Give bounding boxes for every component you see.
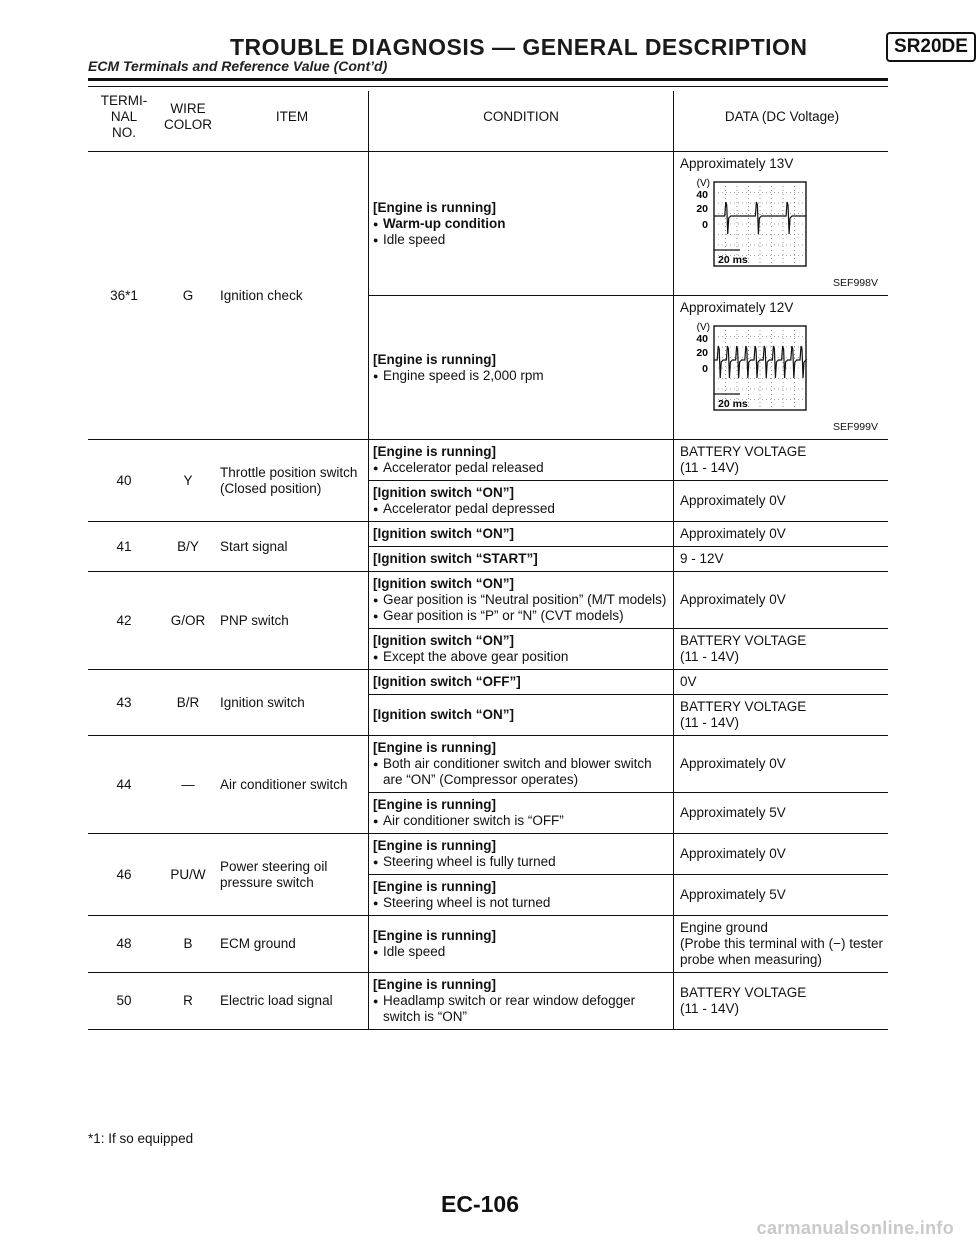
item-name: Ignition switch bbox=[216, 670, 369, 736]
item-name: ECM ground bbox=[216, 916, 369, 973]
wire-color: B/R bbox=[160, 670, 216, 736]
condition-cell bbox=[369, 973, 674, 1030]
condition-bullet: ● Idle speed bbox=[373, 232, 669, 248]
terminal-number: 43 bbox=[88, 670, 160, 736]
data-value: BATTERY VOLTAGE (11 - 14V) bbox=[680, 444, 807, 475]
terminal-number: 42 bbox=[88, 572, 160, 670]
table-row bbox=[88, 736, 888, 793]
condition-bullet: ● Steering wheel is not turned bbox=[373, 895, 669, 911]
condition-bullet: ● Idle speed bbox=[373, 944, 669, 960]
table-row bbox=[88, 670, 888, 695]
data-cell bbox=[674, 834, 888, 875]
condition-title: [Engine is running] bbox=[373, 199, 497, 215]
terminal-number: 50 bbox=[88, 973, 160, 1030]
header-condition: CONDITION bbox=[369, 91, 674, 152]
item-name: PNP switch bbox=[216, 572, 369, 670]
data-value: Approximately 13V bbox=[680, 156, 794, 171]
data-value: 0V bbox=[680, 674, 697, 689]
table-row bbox=[88, 152, 888, 296]
data-cell bbox=[674, 875, 888, 916]
data-cell bbox=[674, 152, 888, 296]
condition-title: [Ignition switch “ON”] bbox=[373, 576, 515, 591]
condition-title: [Engine is running] bbox=[373, 928, 497, 943]
terminal-number: 46 bbox=[88, 834, 160, 916]
condition-title: [Ignition switch “ON”] bbox=[373, 707, 515, 722]
data-value: 9 - 12V bbox=[680, 551, 724, 566]
condition-bullet: ● Accelerator pedal depressed bbox=[373, 501, 669, 517]
condition-title: [Engine is running] bbox=[373, 740, 497, 755]
condition-cell bbox=[369, 670, 674, 695]
condition-title: [Ignition switch “ON”] bbox=[373, 526, 515, 541]
scope-y-unit: (V) bbox=[696, 322, 711, 333]
item-name: Air conditioner switch bbox=[216, 736, 369, 834]
condition-bullet: ● Headlamp switch or rear window defogger switch is “ON” bbox=[373, 993, 669, 1025]
condition-bullet: ● Both air conditioner switch and blower switch are “ON” (Compressor operates) bbox=[373, 756, 669, 788]
condition-bullet: ● Warm-up condition bbox=[373, 216, 669, 232]
condition-bullet: ● Air conditioner switch is “OFF” bbox=[373, 813, 669, 829]
oscilloscope-waveform bbox=[680, 318, 810, 414]
wire-color: R bbox=[160, 973, 216, 1030]
table-row bbox=[88, 522, 888, 547]
page-subtitle: ECM Terminals and Reference Value (Cont’d) bbox=[88, 58, 388, 74]
footnote: *1: If so equipped bbox=[88, 1131, 194, 1146]
scope-y-tick: 0 bbox=[702, 219, 709, 231]
condition-title: [Ignition switch “OFF”] bbox=[373, 674, 521, 689]
condition-cell bbox=[369, 695, 674, 736]
page-title: TROUBLE DIAGNOSIS — GENERAL DESCRIPTION bbox=[230, 34, 808, 60]
scope-time-div: 20 ms bbox=[718, 254, 748, 266]
item-name: Throttle position switch (Closed position) bbox=[216, 440, 369, 522]
data-value: Approximately 0V bbox=[680, 756, 786, 771]
condition-bullet: ● Gear position is “Neutral position” (M/T models) bbox=[373, 592, 669, 608]
header-terminal: TERMI- NAL NO. bbox=[100, 93, 148, 140]
wire-color: — bbox=[160, 736, 216, 834]
condition-cell bbox=[369, 152, 674, 296]
waveform-figure bbox=[680, 174, 884, 274]
condition-cell bbox=[369, 736, 674, 793]
terminal-number: 36*1 bbox=[88, 152, 160, 440]
condition-bullet: ● Accelerator pedal released bbox=[373, 460, 669, 476]
data-value: BATTERY VOLTAGE (11 - 14V) bbox=[680, 633, 807, 664]
data-value: Engine ground (Probe this terminal with (−) tester probe when measuring) bbox=[680, 920, 883, 967]
condition-cell bbox=[369, 629, 674, 670]
header-wire-color: WIRE COLOR bbox=[164, 101, 213, 132]
data-value: BATTERY VOLTAGE (11 - 14V) bbox=[680, 985, 807, 1016]
table-row bbox=[88, 572, 888, 629]
wire-color: PU/W bbox=[160, 834, 216, 916]
data-cell bbox=[674, 793, 888, 834]
data-cell bbox=[674, 629, 888, 670]
header-data: DATA (DC Voltage) bbox=[674, 91, 888, 152]
table-row bbox=[88, 973, 888, 1030]
condition-cell bbox=[369, 572, 674, 629]
terminal-number: 48 bbox=[88, 916, 160, 973]
header-rule bbox=[88, 78, 888, 81]
data-cell bbox=[674, 670, 888, 695]
data-cell bbox=[674, 522, 888, 547]
data-cell bbox=[674, 481, 888, 522]
scope-y-tick: 40 bbox=[696, 189, 709, 201]
data-value: Approximately 0V bbox=[680, 526, 786, 541]
condition-title: [Engine is running] bbox=[373, 797, 497, 812]
figure-code: SEF998V bbox=[833, 277, 878, 289]
condition-title: [Ignition switch “START”] bbox=[373, 551, 538, 566]
condition-cell bbox=[369, 522, 674, 547]
item-name: Start signal bbox=[216, 522, 369, 572]
condition-cell bbox=[369, 916, 674, 973]
condition-title: [Engine is running] bbox=[373, 351, 497, 367]
wire-color: B/Y bbox=[160, 522, 216, 572]
scope-y-tick: 20 bbox=[696, 347, 709, 359]
data-value: Approximately 0V bbox=[680, 493, 786, 508]
data-cell bbox=[674, 916, 888, 973]
condition-title: [Engine is running] bbox=[373, 879, 497, 894]
header-rule-thin bbox=[88, 86, 888, 87]
ecm-terminal-table bbox=[88, 91, 888, 1030]
condition-cell bbox=[369, 296, 674, 440]
table-row bbox=[88, 834, 888, 875]
table-row bbox=[88, 440, 888, 481]
condition-title: [Ignition switch “ON”] bbox=[373, 633, 515, 648]
scope-time-div: 20 ms bbox=[718, 398, 748, 410]
scope-y-tick: 40 bbox=[696, 333, 709, 345]
data-cell bbox=[674, 695, 888, 736]
condition-title: [Ignition switch “ON”] bbox=[373, 485, 515, 500]
watermark: carmanualsonline.info bbox=[756, 1218, 954, 1238]
data-cell bbox=[674, 440, 888, 481]
page-number: EC-106 bbox=[441, 1191, 519, 1217]
data-value: Approximately 0V bbox=[680, 592, 786, 607]
scope-y-unit: (V) bbox=[696, 178, 711, 189]
condition-title: [Engine is running] bbox=[373, 444, 497, 459]
table-header-row bbox=[88, 91, 888, 152]
page-header bbox=[88, 28, 968, 78]
section-code-badge: SR20DE bbox=[886, 32, 976, 62]
data-value: Approximately 12V bbox=[680, 300, 794, 315]
scope-y-tick: 0 bbox=[702, 363, 709, 375]
scope-y-tick: 20 bbox=[696, 203, 709, 215]
data-value: Approximately 5V bbox=[680, 805, 786, 820]
item-name: Electric load signal bbox=[216, 973, 369, 1030]
wire-color: G/OR bbox=[160, 572, 216, 670]
table-row bbox=[88, 916, 888, 973]
condition-title: [Engine is running] bbox=[373, 977, 497, 992]
condition-bullet: ● Except the above gear position bbox=[373, 649, 669, 665]
terminal-number: 40 bbox=[88, 440, 160, 522]
header-item: ITEM bbox=[275, 109, 309, 124]
wire-color: G bbox=[160, 152, 216, 440]
data-cell bbox=[674, 736, 888, 793]
condition-cell bbox=[369, 481, 674, 522]
condition-cell bbox=[369, 793, 674, 834]
condition-cell bbox=[369, 875, 674, 916]
condition-bullet: ● Steering wheel is fully turned bbox=[373, 854, 669, 870]
item-name: Ignition check bbox=[216, 152, 369, 440]
terminal-number: 41 bbox=[88, 522, 160, 572]
condition-cell bbox=[369, 440, 674, 481]
data-value: Approximately 0V bbox=[680, 846, 786, 861]
data-value: Approximately 5V bbox=[680, 887, 786, 902]
data-cell bbox=[674, 547, 888, 572]
wire-color: Y bbox=[160, 440, 216, 522]
data-cell bbox=[674, 296, 888, 440]
figure-code: SEF999V bbox=[833, 421, 878, 433]
data-cell bbox=[674, 973, 888, 1030]
condition-bullet: ● Gear position is “P” or “N” (CVT models) bbox=[373, 608, 669, 624]
data-value: BATTERY VOLTAGE (11 - 14V) bbox=[680, 699, 807, 730]
condition-title: [Engine is running] bbox=[373, 838, 497, 853]
condition-bullet: ● Engine speed is 2,000 rpm bbox=[373, 368, 669, 384]
data-cell bbox=[674, 572, 888, 629]
condition-cell bbox=[369, 547, 674, 572]
condition-cell bbox=[369, 834, 674, 875]
item-name: Power steering oil pressure switch bbox=[216, 834, 369, 916]
oscilloscope-waveform bbox=[680, 174, 810, 270]
waveform-figure bbox=[680, 318, 884, 418]
terminal-number: 44 bbox=[88, 736, 160, 834]
wire-color: B bbox=[160, 916, 216, 973]
